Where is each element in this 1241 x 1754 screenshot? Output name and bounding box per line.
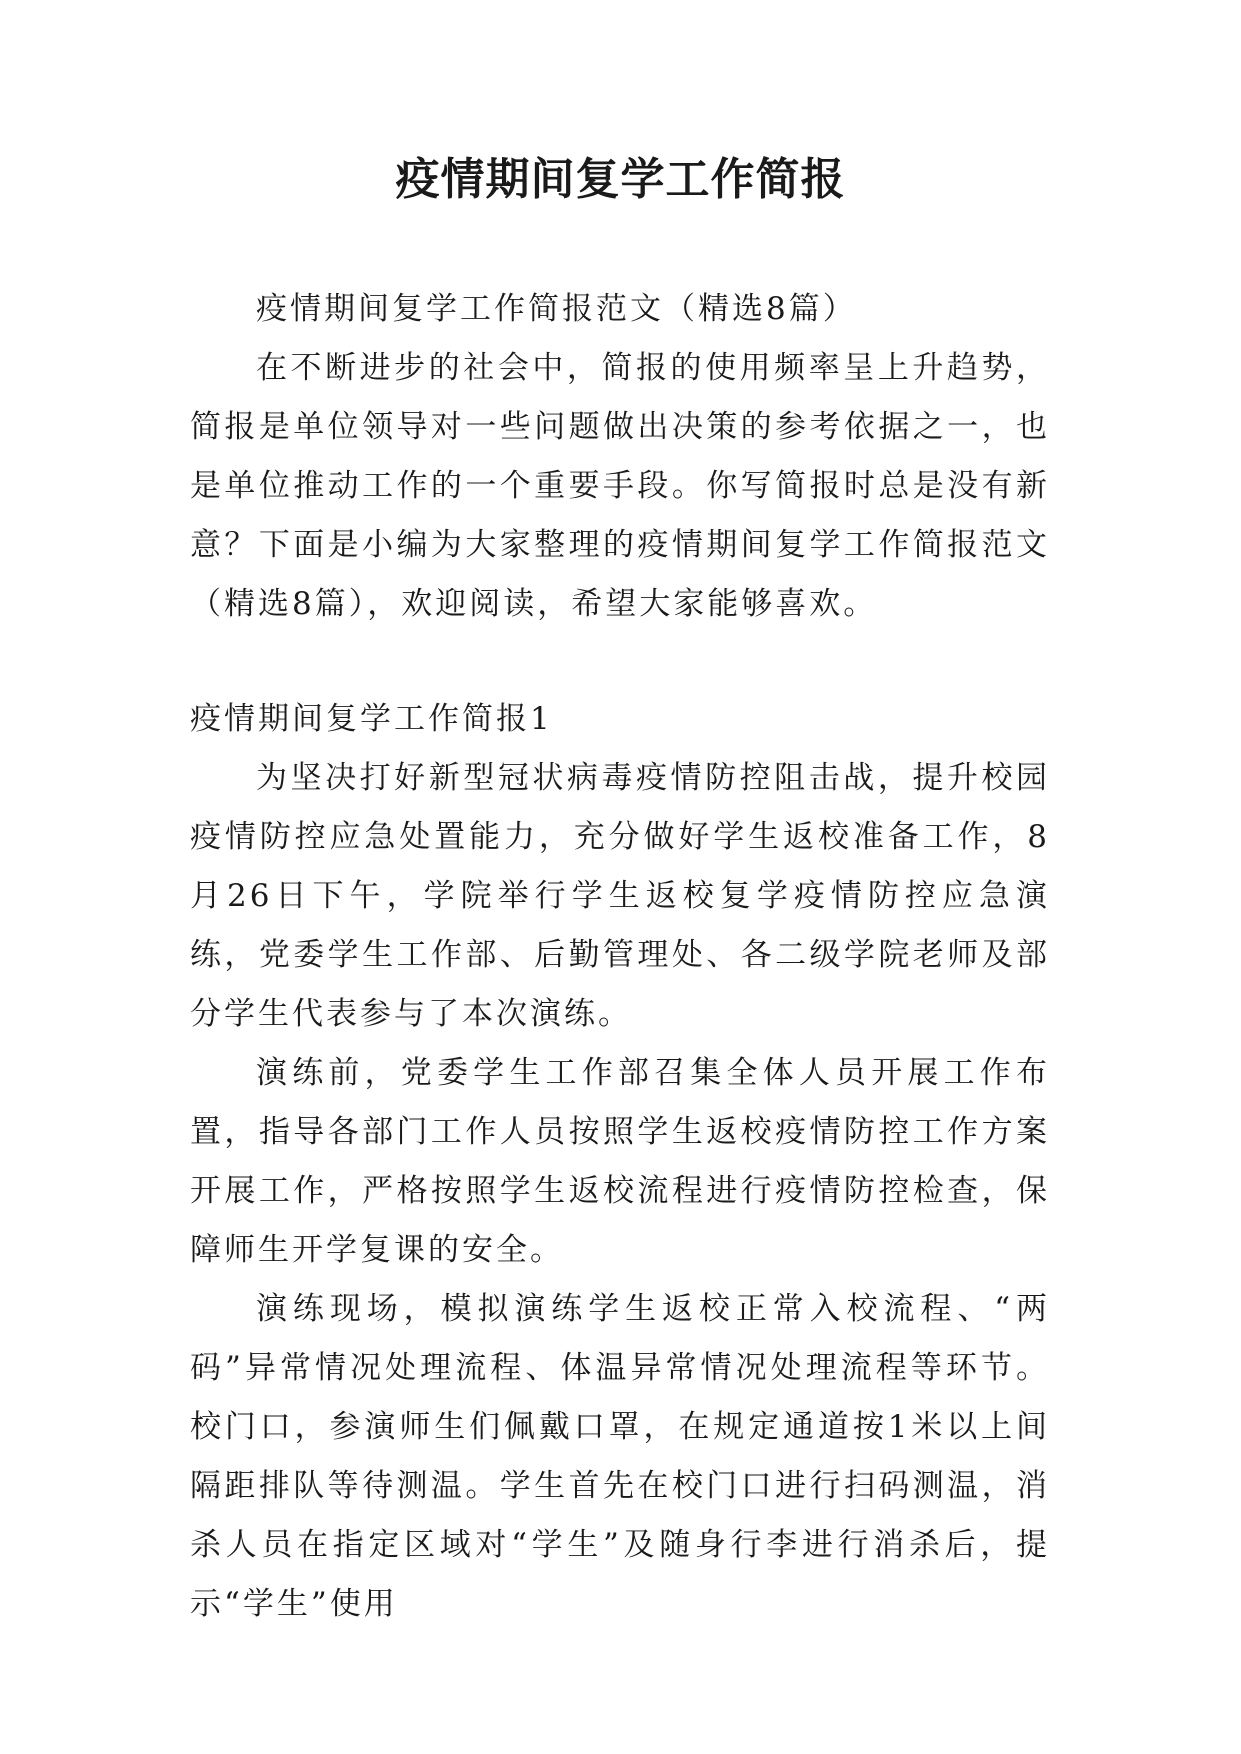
section-paragraph: 演练现场，模拟演练学生返校正常入校流程、“两码”异常情况处理流程、体温异常情况处理流程等环节。校门口，参演师生们佩戴口罩，在规定通道按1米以上间隔距排队等待测温。学生首先在校门口进行扫码测温，消杀人员在指定区域对“学生”及随身行李进行消杀后，提示“学生”使用 <box>190 1291 1050 1622</box>
intro-subtitle: 疫情期间复学工作简报范文（精选8篇） <box>256 291 857 327</box>
intro-paragraph: 在不断进步的社会中，简报的使用频率呈上升趋势，简报是单位领导对一些问题做出决策的参考依据之一，也是单位推动工作的一个重要手段。你写简报时总是没有新意？下面是小编为大家整理的疫情期间复学工作简报范文（精选8篇），欢迎阅读，希望大家能够喜欢。 <box>190 350 1050 622</box>
section-paragraph: 演练前，党委学生工作部召集全体人员开展工作布置，指导各部门工作人员按照学生返校疫情防控工作方案开展工作，严格按照学生返校流程进行疫情防控检查，保障师生开学复课的安全。 <box>190 1055 1050 1268</box>
section-paragraph: 为坚决打好新型冠状病毒疫情防控阻击战，提升校园疫情防控应急处置能力，充分做好学生返校准备工作，8月26日下午，学院举行学生返校复学疫情防控应急演练，党委学生工作部、后勤管理处、各二级学院老师及部分学生代表参与了本次演练。 <box>190 760 1050 1032</box>
document-body <box>190 280 1050 1634</box>
section-heading: 疫情期间复学工作简报1 <box>190 701 553 737</box>
document-title: 疫情期间复学工作简报 <box>395 154 846 205</box>
